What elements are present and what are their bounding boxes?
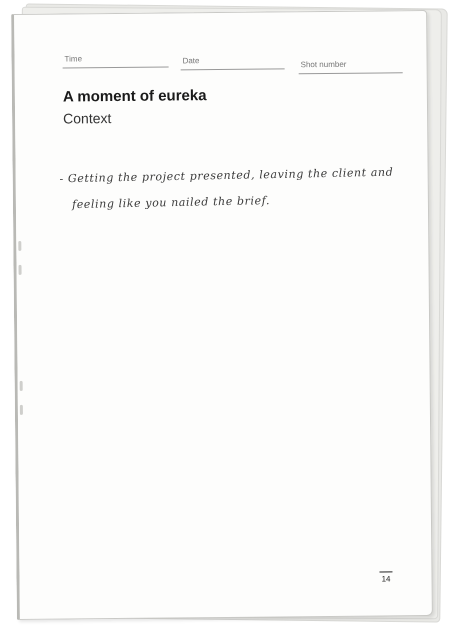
notebook-page [11, 10, 433, 620]
binding-hole [19, 265, 22, 275]
page-title: A moment of eureka [62, 87, 207, 106]
binding-hole [20, 381, 23, 391]
date-field [181, 55, 285, 70]
page-subtitle: Context [63, 110, 112, 127]
handwritten-line-2: feeling like you nailed the brief. [71, 194, 271, 212]
shot-number-field [299, 59, 403, 74]
time-rule [63, 67, 169, 69]
handwritten-note [59, 160, 400, 219]
binding-hole [20, 405, 23, 415]
handwritten-line-1: - Getting the project presented, leaving the client and [59, 165, 394, 186]
date-label: Date [182, 56, 200, 66]
binding-hole [18, 241, 21, 251]
date-rule [181, 68, 285, 70]
time-label: Time [64, 54, 83, 64]
time-field [62, 54, 168, 69]
shot-number-rule [299, 72, 403, 74]
shot-number-label: Shot number [300, 59, 347, 70]
page-number: 14 [379, 571, 392, 583]
